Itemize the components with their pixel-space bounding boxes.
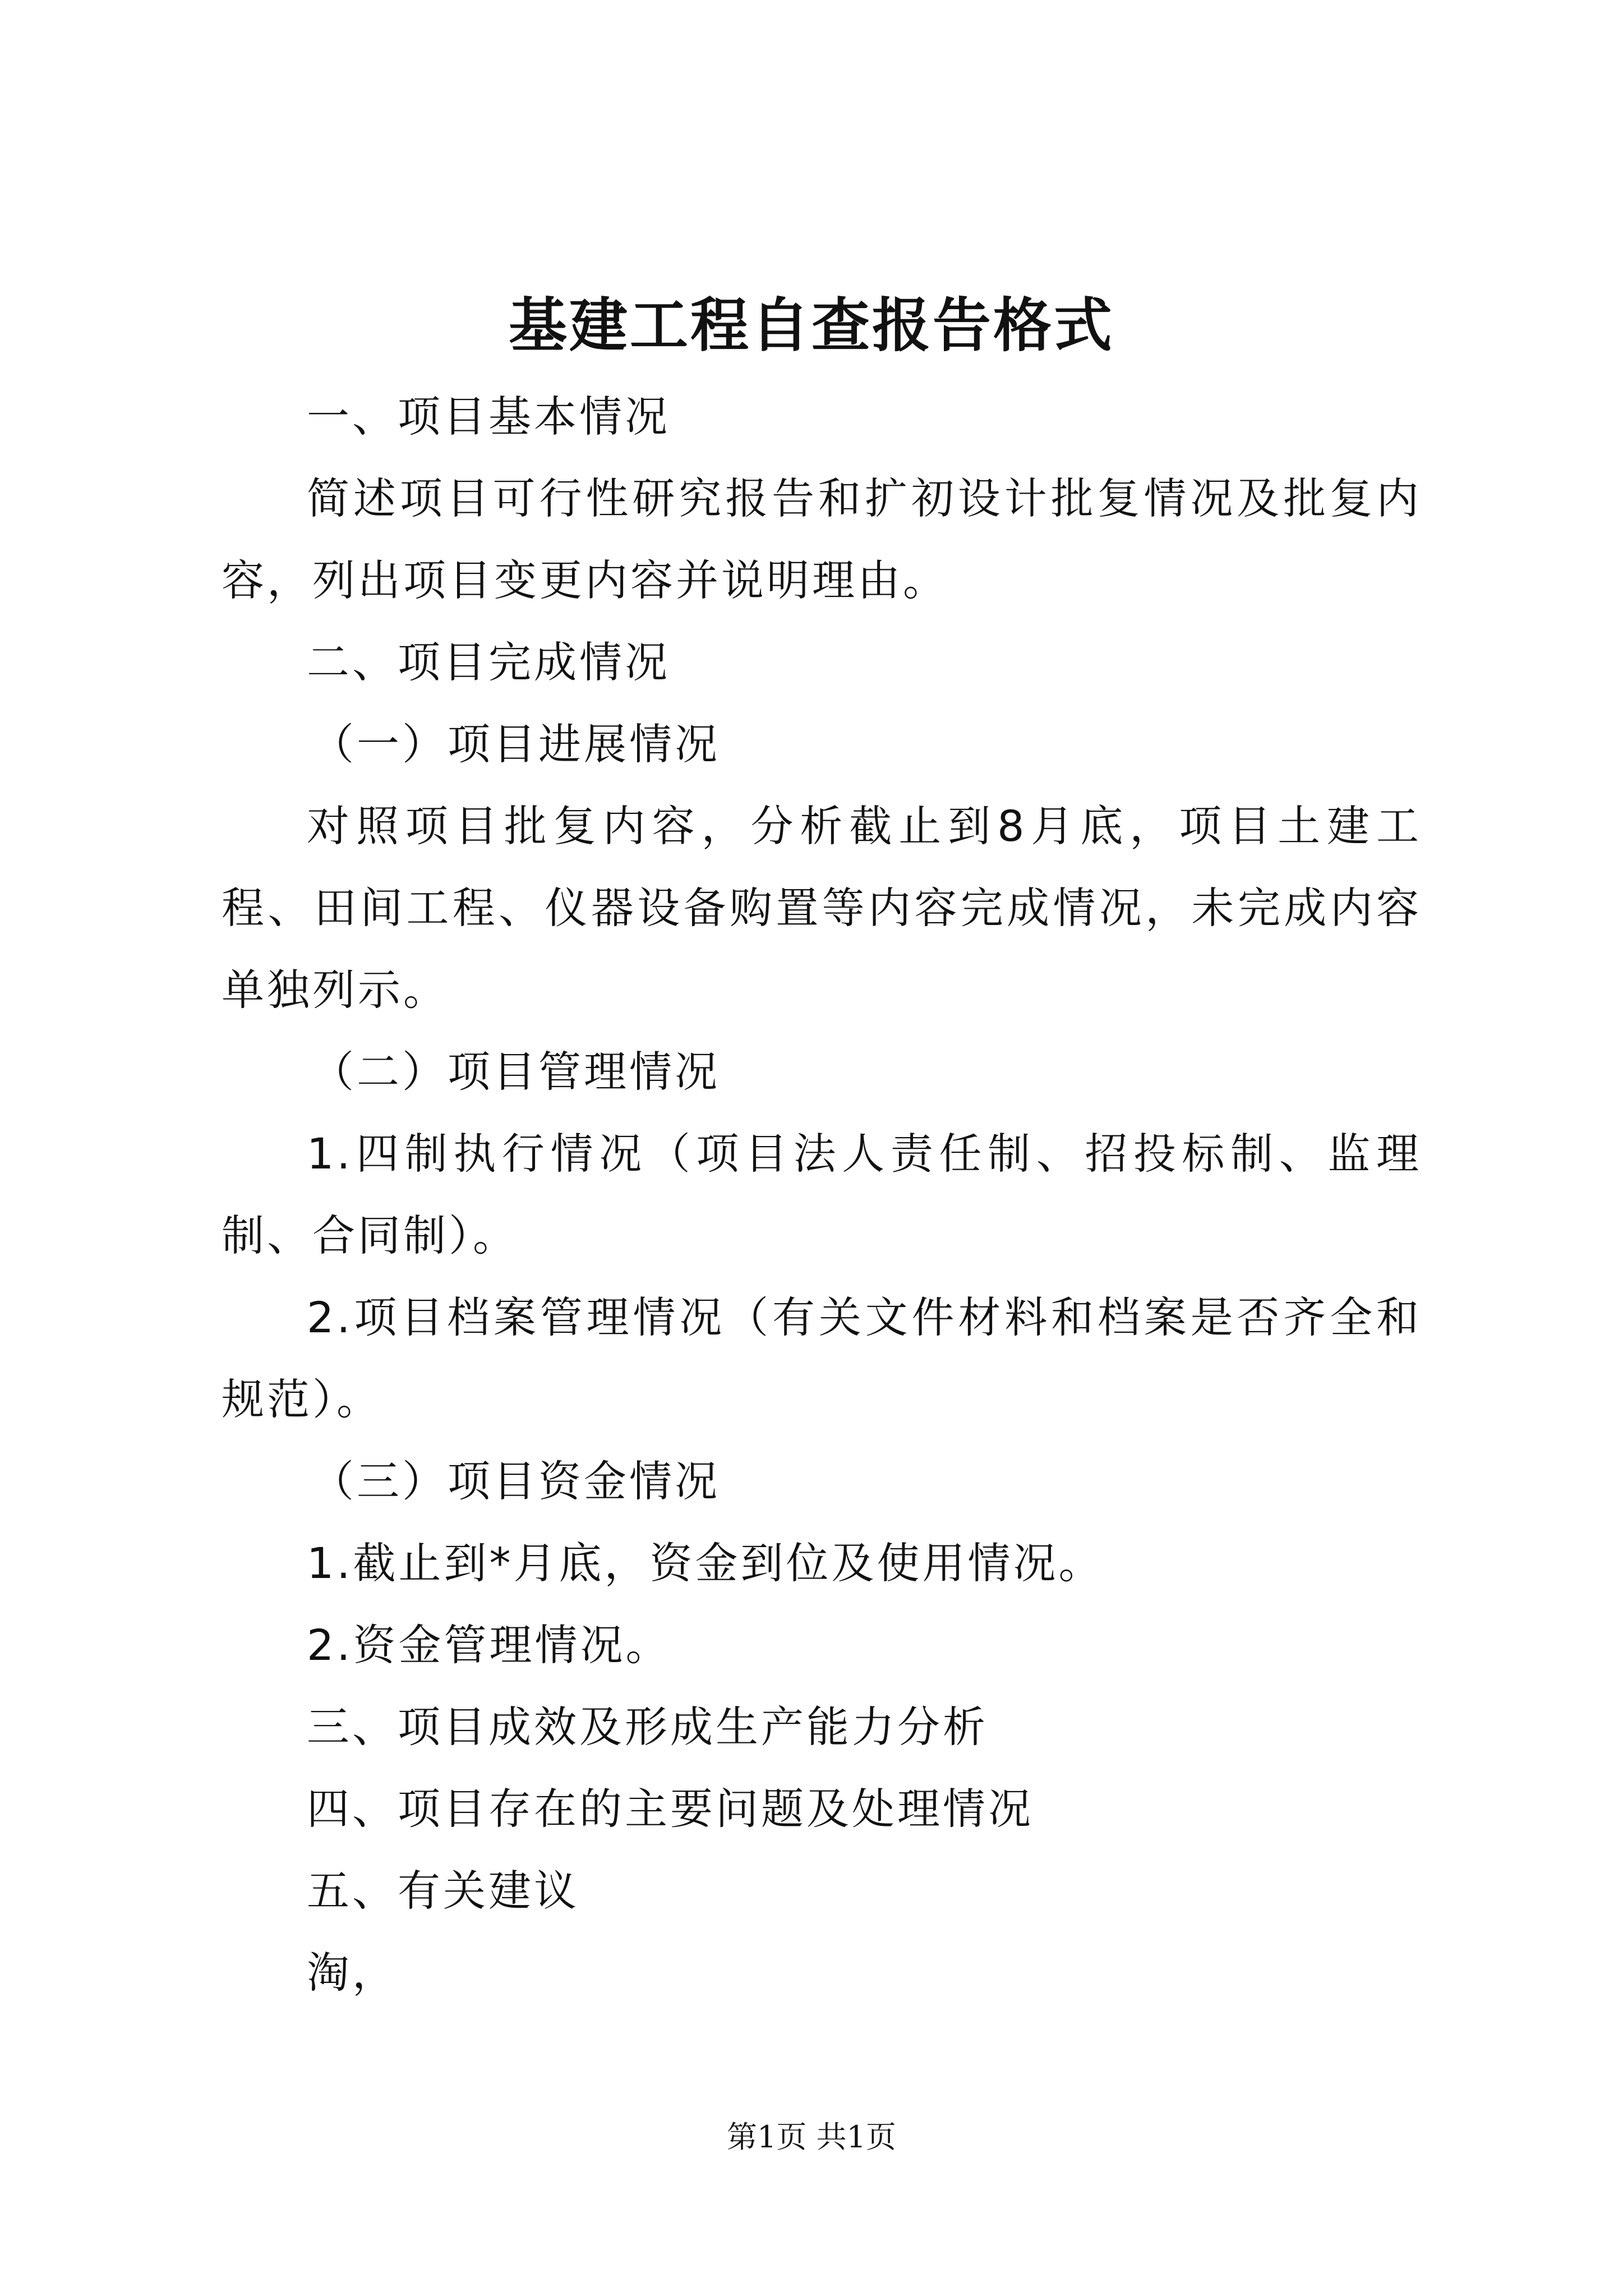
paragraph-four-systems: 1.四制执行情况（项目法人责任制、招投标制、监理制、合同制）。 (222, 1129, 1422, 1260)
section-heading-5: 五、有关建议 (307, 1866, 579, 1916)
paragraph-archives: 2.项目档案管理情况（有关文件材料和档案是否齐全和规范）。 (222, 1292, 1422, 1424)
subsection-heading-progress: （一）项目进展情况 (311, 719, 720, 769)
subsection-heading-funds: （三）项目资金情况 (311, 1456, 720, 1506)
document-title: 基建工程自查报告格式 (508, 291, 1114, 360)
section-heading-1: 一、项目基本情况 (307, 392, 670, 441)
section-heading-2: 二、项目完成情况 (307, 637, 670, 687)
paragraph-closing: 淘， (307, 1948, 398, 1998)
subsection-heading-management: （二）项目管理情况 (311, 1047, 720, 1097)
paragraph-funds-usage: 1.截止到*月底，资金到位及使用情况。 (307, 1538, 1104, 1588)
paragraph-funds-management: 2.资金管理情况。 (307, 1620, 671, 1670)
section-heading-4: 四、项目存在的主要问题及处理情况 (307, 1784, 1034, 1834)
paragraph-progress: 对照项目批复内容，分析截止到8月底，项目土建工程、田间工程、仪器设备购置等内容完成情况，未完成内容单独列示。 (222, 801, 1422, 1015)
document-body (222, 376, 1422, 2014)
page-footer: 第1页 共1页 (727, 2119, 896, 2155)
paragraph-project-approval: 简述项目可行性研究报告和扩初设计批复情况及批复内容，列出项目变更内容并说明理由。 (222, 473, 1422, 605)
section-heading-3: 三、项目成效及形成生产能力分析 (307, 1702, 988, 1752)
